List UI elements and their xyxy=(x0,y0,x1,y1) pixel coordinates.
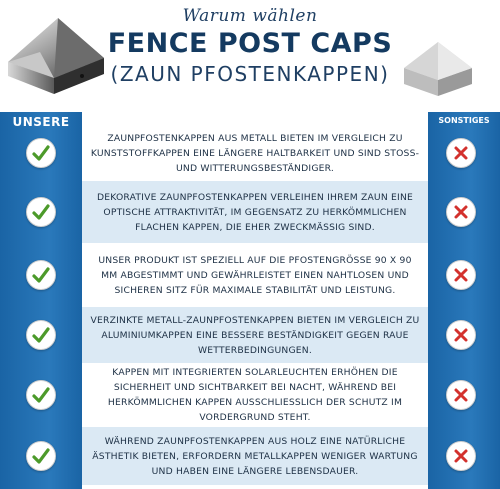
comparison-row: KAPPEN MIT INTEGRIERTEN SOLARLEUCHTEN ERHÖHEN DIE SICHERHEIT UND SICHTBARKEIT BEI NACHT, WÄHREND BEI HERKÖMMLICHEN KAPPEN AUSSCHLIESSLICH DER SCHUTZ IM VORDERGRUND STEHT. xyxy=(82,363,428,427)
check-icon xyxy=(26,441,56,471)
comparison-row: DEKORATIVE ZAUNPFOSTENKAPPEN VERLEIHEN IHREM ZAUN EINE OPTISCHE ATTRAKTIVITÄT, IM GEGENSATZ ZU HERKÖMMLICHEN FLACHEN KAPPEN, DIE EHER ZWECKMÄSSIG SIND. xyxy=(82,181,428,243)
check-icon xyxy=(26,320,56,350)
main-title: FENCE POST CAPS xyxy=(107,28,393,59)
header xyxy=(0,0,500,110)
cross-icon xyxy=(446,197,476,227)
cross-icon xyxy=(446,380,476,410)
others-column-label: SONSTIGES xyxy=(438,116,490,125)
check-icon xyxy=(26,260,56,290)
cross-icon xyxy=(446,138,476,168)
cross-icon xyxy=(446,441,476,471)
check-icon xyxy=(26,380,56,410)
script-title: Warum wählen xyxy=(182,6,318,26)
comparison-row: UNSER PRODUKT IST SPEZIELL AUF DIE PFOSTENGRÖSSE 90 X 90 MM ABGESTIMMT UND GEWÄHRLEISTET EINEN NAHTLOSEN UND SICHEREN SITZ FÜR MAXIMALE STABILITÄT UND LEISTUNG. xyxy=(82,243,428,307)
check-icon xyxy=(26,138,56,168)
comparison-row: ZAUNPFOSTENKAPPEN AUS METALL BIETEN IM VERGLEICH ZU KUNSTSTOFFKAPPEN EINE LÄNGERE HALTBARKEIT UND SIND STOSS- UND WITTERUNGSBESTÄNDIGER. xyxy=(82,125,428,181)
cross-icon xyxy=(446,320,476,350)
ours-column xyxy=(0,112,82,489)
comparison-row: WÄHREND ZAUNPFOSTENKAPPEN AUS HOLZ EINE NATÜRLICHE ÄSTHETIK BIETEN, ERFORDERN METALLKAPPEN WENIGER WARTUNG UND HABEN EINE LÄNGERE LEBENSDAUER. xyxy=(82,427,428,485)
sub-title: (ZAUN PFOSTENKAPPEN) xyxy=(110,62,390,86)
others-column xyxy=(428,112,500,489)
cross-icon xyxy=(446,260,476,290)
ours-column-label: UNSERE xyxy=(12,115,70,129)
comparison-row: VERZINKTE METALL-ZAUNPFOSTENKAPPEN BIETEN IM VERGLEICH ZU ALUMINIUMKAPPEN EINE BESSERE BESTÄNDIGKEIT GEGEN RAUE WETTERBEDINGUNGEN. xyxy=(82,307,428,363)
check-icon xyxy=(26,197,56,227)
